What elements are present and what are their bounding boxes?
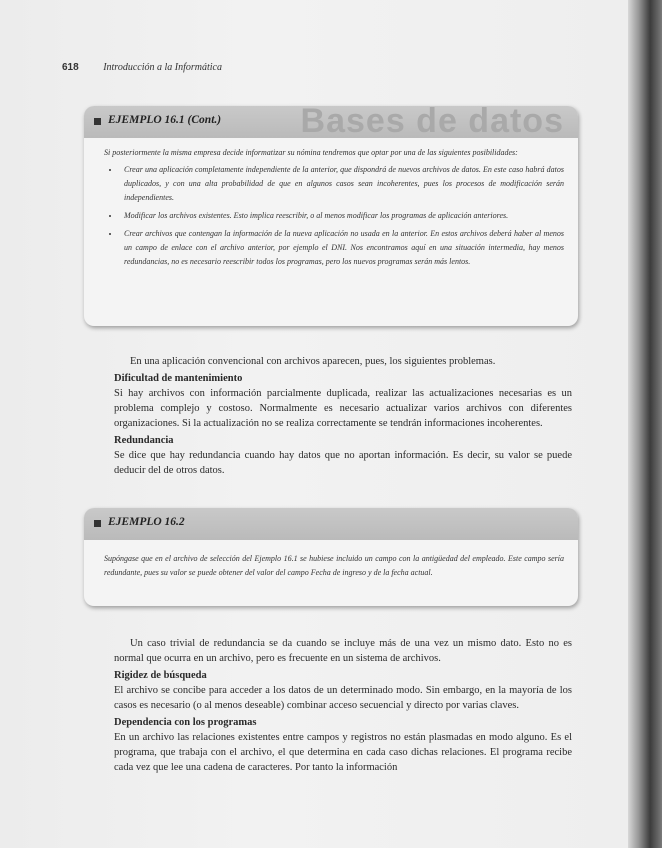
- page-number: 618: [62, 62, 79, 73]
- paragraph: En un archivo las relaciones existentes entre campos y registros no están plasmadas en modo alguno. Es el programa, que trabaja con el archivo, el que determina en cada caso dichas relaciones. El programa recibe cada vez que lee una cadena de caracteres. Por tanto la información: [114, 732, 572, 773]
- square-bullet-icon: [94, 520, 101, 527]
- example-label: EJEMPLO 16.1 (Cont.): [108, 114, 222, 126]
- subheading: Rigidez de búsqueda: [114, 670, 207, 681]
- square-bullet-icon: [94, 118, 101, 125]
- running-head: [62, 62, 222, 73]
- example-intro: Si posteriormente la misma empresa decide informatizar su nómina tendremos que optar por una de las siguientes posibilidades:: [104, 148, 518, 157]
- example-list: [104, 163, 564, 269]
- subheading: Redundancia: [114, 435, 174, 446]
- section-continued: [114, 636, 572, 775]
- section-problems: [114, 354, 572, 478]
- list-item: • Modificar los archivos existentes. Esto implica reescribir, o al menos modificar los programas de aplicación anteriores.: [120, 209, 564, 223]
- paragraph: En una aplicación convencional con archivos aparecen, pues, los siguientes problemas.: [130, 356, 496, 367]
- example-header: [84, 106, 578, 138]
- paragraph: El archivo se concibe para acceder a los datos de un determinado modo. Sin embargo, en la mayoría de los casos es necesario (o al menos deseable) combinar acceso secuencial y directo por varias claves.: [114, 685, 572, 711]
- list-item: • Crear una aplicación completamente independiente de la anterior, que dispondrá de nuevos archivos de datos. En este caso habrá datos duplicados, y con una alta probabilidad de que en algunos casos sean incoherentes, pues los procesos de modificación serán independientes.: [120, 163, 564, 205]
- example-16-2-box: [84, 508, 578, 606]
- paragraph: Un caso trivial de redundancia se da cuando se incluye más de una vez un mismo dato. Esto no es normal que ocurra en un archivo, pero es frecuente en un sistema de archivos.: [114, 638, 572, 664]
- book-title: Introducción a la Informática: [103, 62, 222, 73]
- example-label: EJEMPLO 16.2: [108, 516, 185, 528]
- book-spine-shadow: [628, 0, 662, 848]
- subheading: Dependencia con los programas: [114, 717, 257, 728]
- example-16-1-box: [84, 106, 578, 326]
- chapter-title-ghost: Bases de datos: [300, 106, 564, 140]
- example-body: [84, 540, 578, 593]
- paragraph: Se dice que hay redundancia cuando hay datos que no aportan información. Es decir, su valor se puede deducir del de otros datos.: [114, 450, 572, 476]
- example-body: [84, 138, 578, 283]
- list-item: • Crear archivos que contengan la información de la nueva aplicación no usada en la anterior. En estos archivos deberá haber al menos un campo de enlace con el archivo anterior, por ejemplo el DNI. Nos encontramos aquí en una situación intermedia, hay menos redundancias, no es necesario reescribir todos los programas, pero los nuevos programas serán más lentos.: [120, 227, 564, 269]
- example-header: [84, 508, 578, 540]
- example-text: Supóngase que en el archivo de selección del Ejemplo 16.1 se hubiese incluido un campo con la antigüedad del empleado. Este campo sería redundante, pues su valor se puede obtener del valor del campo Fecha de ingreso y de la fecha actual.: [104, 554, 564, 577]
- subheading: Dificultad de mantenimiento: [114, 373, 243, 384]
- paragraph: Si hay archivos con información parcialmente duplicada, realizar las actualizaciones necesarias es un problema complejo y costoso. Normalmente es necesario actualizar varios archivos con diferentes organizaciones. Si la actualización no se realiza correctamente se tendrán informaciones incoherentes.: [114, 388, 572, 429]
